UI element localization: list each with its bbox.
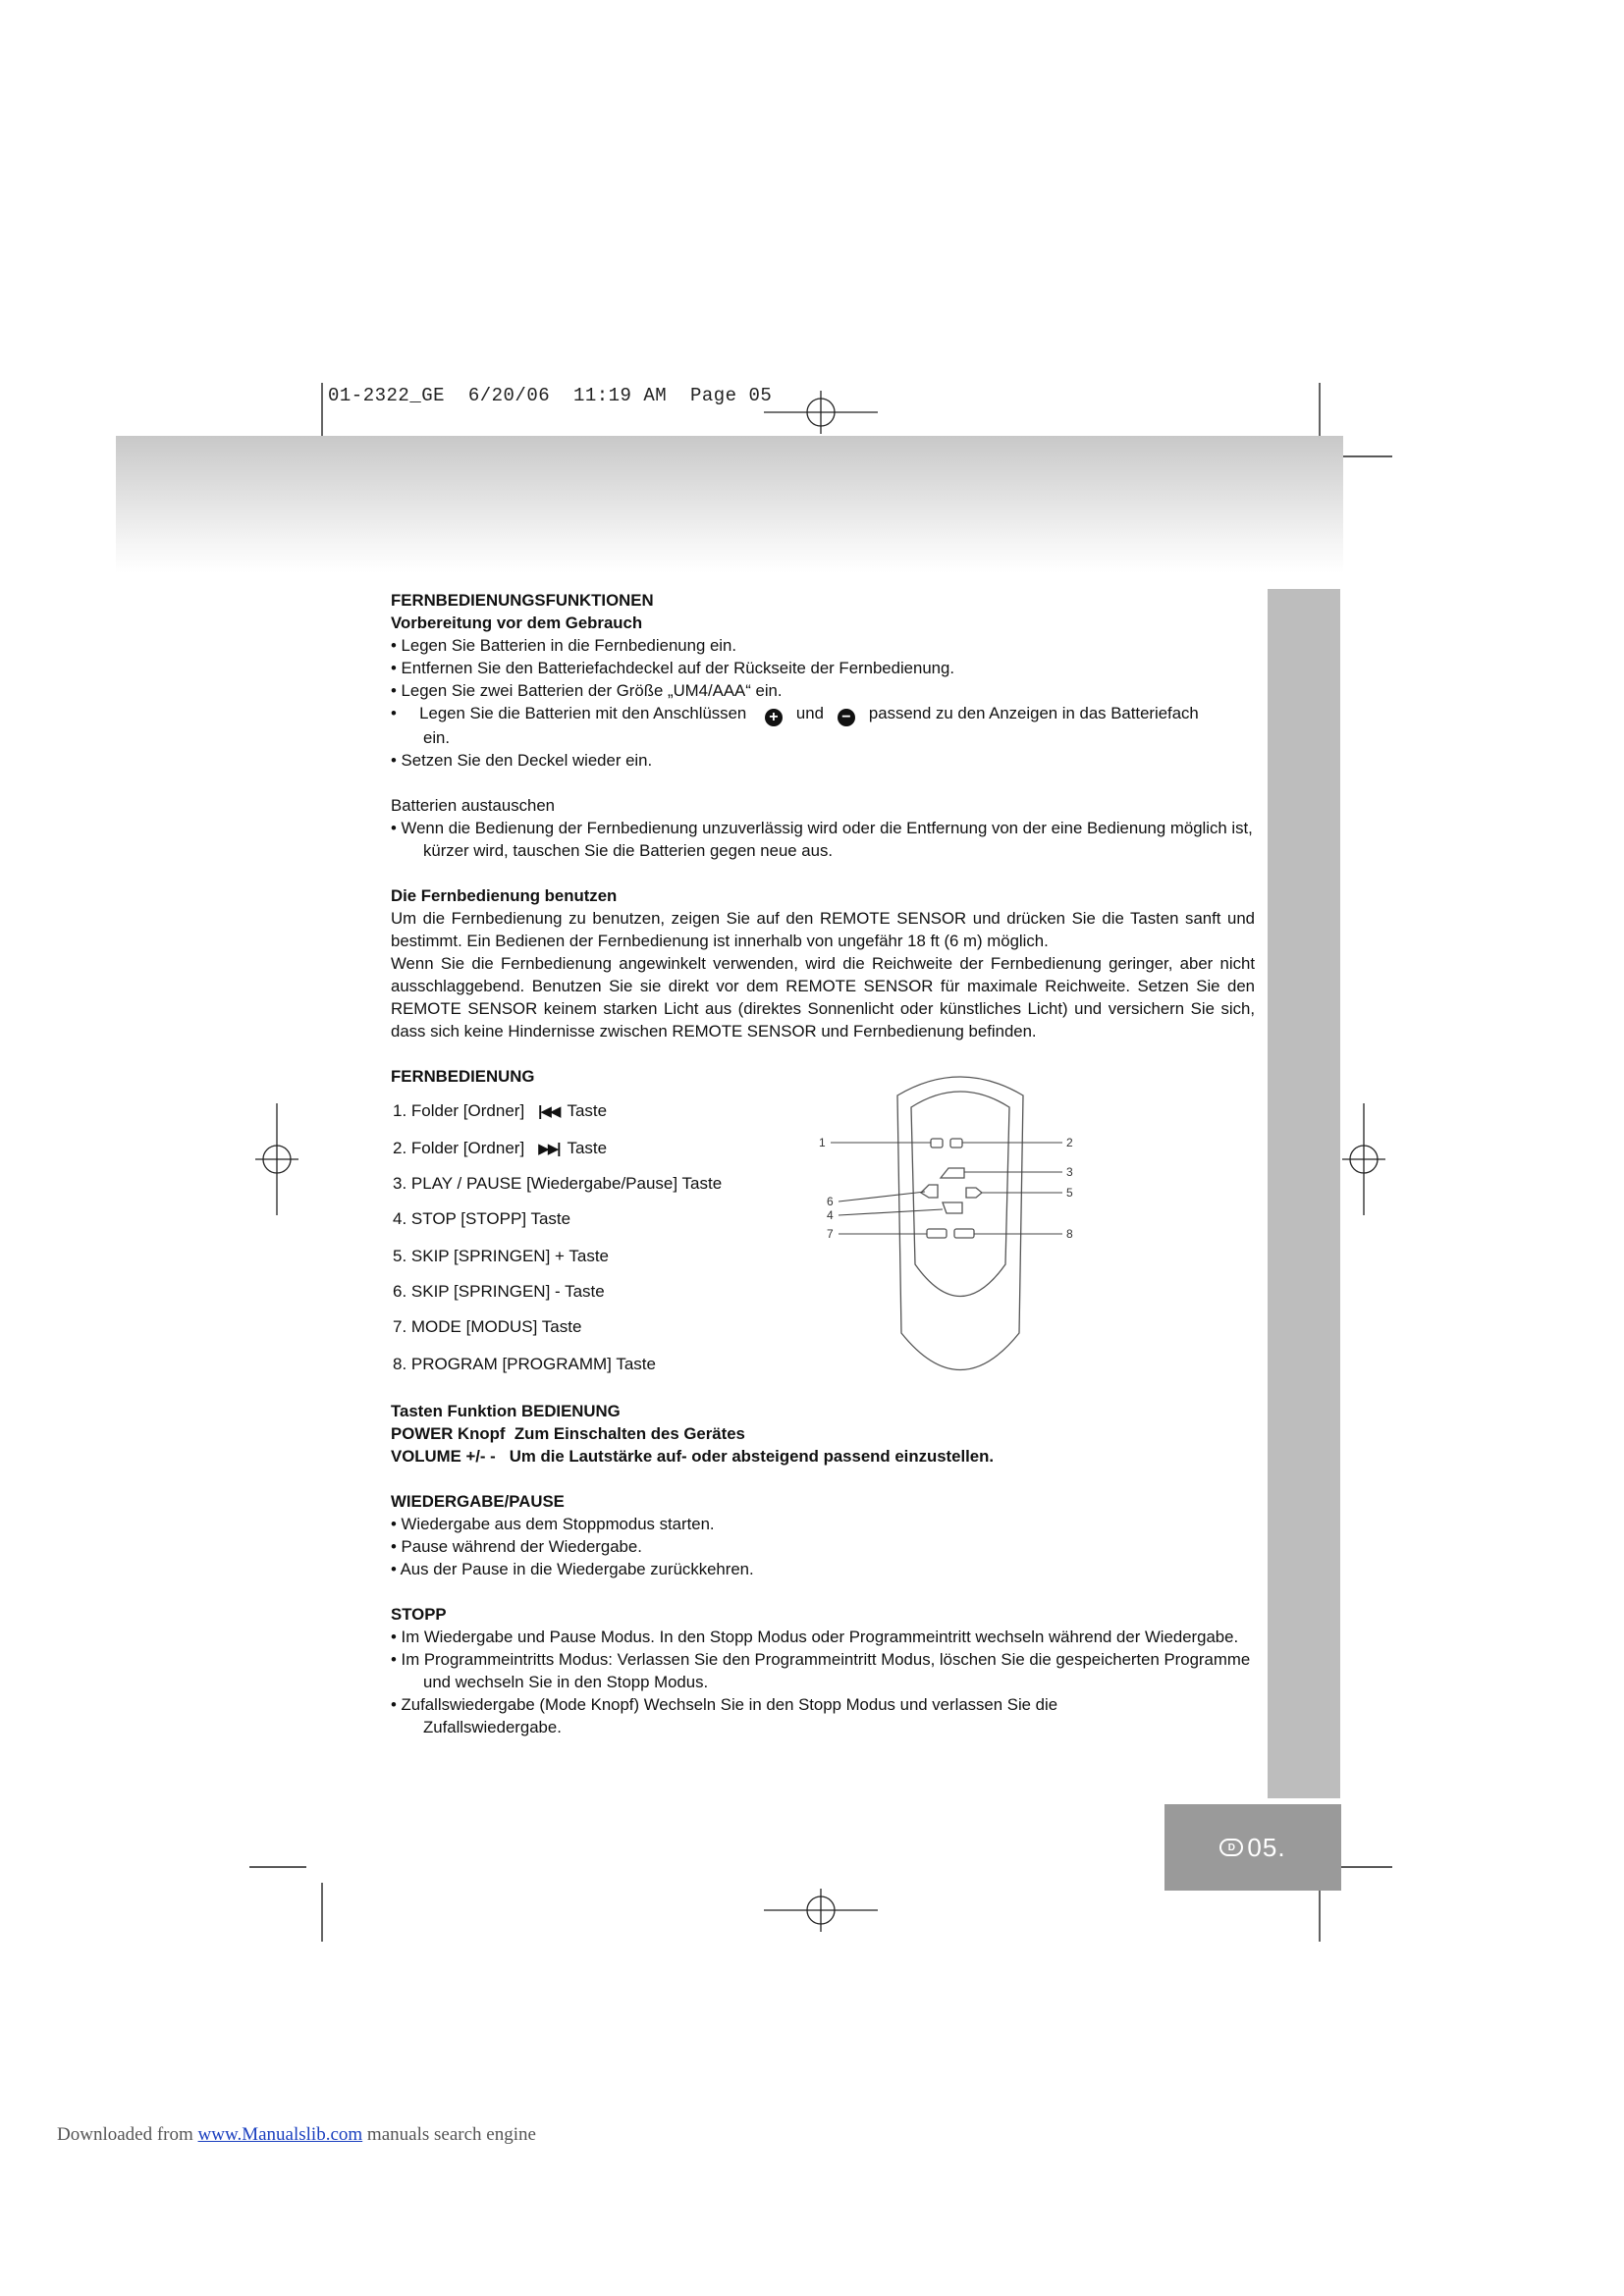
diagram-label-6: 6 <box>827 1195 834 1208</box>
remote-button-4 <box>943 1202 962 1213</box>
remote-item-label: 1. Folder [Ordner] <box>393 1101 525 1120</box>
remote-heading: FERNBEDIENUNG <box>391 1067 535 1086</box>
use-paragraph-2: Wenn Sie die Fernbedienung angewinkelt verwenden, wird die Reichweite der Fernbedienung geringer, aber nicht ausschlaggebend. Benutzen Sie sie direkt vor dem REMOTE SENSOR für maximale Reichweite. Setzen Sie den REMOTE SENSOR keinem starken Licht aus (direktes Sonnenlicht oder künstliches Licht) und versichern Sie sich, dass sich keine Hindernisse zwischen REMOTE SENSOR und Fernbedienung befinden. <box>391 954 1255 1041</box>
stop-bullet-3: • Zufallswiedergabe (Mode Knopf) Wechseln Sie in den Stopp Modus und verlassen Sie die Zufallswiedergabe. <box>391 1695 1058 1736</box>
remote-button-5 <box>966 1188 982 1198</box>
diagram-label-3: 3 <box>1066 1165 1073 1179</box>
remote-item-label: 6. SKIP [SPRINGEN] - Taste <box>393 1282 605 1301</box>
remote-control-diagram <box>819 1068 1098 1402</box>
play-heading: WIEDERGABE/PAUSE <box>391 1492 565 1511</box>
prep-bullet-4-post: passend zu den Anzeigen in das Batteriefach <box>868 704 1199 722</box>
remote-button-8 <box>954 1229 974 1238</box>
minus-terminal-icon: − <box>838 709 855 726</box>
prep-bullet-4-cont: ein. <box>423 728 451 747</box>
previous-folder-icon: |◀◀ <box>538 1103 560 1120</box>
diagram-label-4: 4 <box>827 1208 834 1222</box>
diagram-label-5: 5 <box>1066 1186 1073 1200</box>
page-number-box <box>1164 1804 1341 1891</box>
prep-bullet-3: • Legen Sie zwei Batterien der Größe „UM4/AAA“ ein. <box>391 681 783 700</box>
remote-button-7 <box>927 1229 947 1238</box>
footer-post: manuals search engine <box>366 2124 536 2145</box>
remote-item <box>393 1280 605 1303</box>
section-title: FERNBEDIENUNGSFUNKTIONEN <box>391 591 654 610</box>
stop-heading: STOPP <box>391 1605 447 1624</box>
remote-button-6 <box>921 1185 938 1198</box>
prep-heading: Vorbereitung vor dem Gebrauch <box>391 614 643 632</box>
remote-item-label: 4. STOP [STOPP] Taste <box>393 1209 571 1228</box>
header-band <box>116 436 1343 573</box>
remote-item <box>393 1207 570 1230</box>
plus-terminal-icon: + <box>765 709 783 726</box>
side-bar <box>1268 589 1340 1798</box>
prep-bullet-1: • Legen Sie Batterien in die Fernbedienung ein. <box>391 636 737 655</box>
remote-item-label: 8. PROGRAM [PROGRAMM] Taste <box>393 1355 656 1373</box>
stop-bullet-2: • Im Programmeintritts Modus: Verlassen Sie den Programmeintritt Modus, löschen Sie die gespeicherten Programme und wechseln Sie in den Stopp Modus. <box>391 1650 1251 1691</box>
next-folder-icon: ▶▶| <box>538 1141 560 1157</box>
battery-heading: Batterien austauschen <box>391 796 555 815</box>
remote-item <box>393 1353 656 1375</box>
play-bullet-3: • Aus der Pause in die Wiedergabe zurückkehren. <box>391 1560 754 1578</box>
remote-item-label: 3. PLAY / PAUSE [Wiedergabe/Pause] Taste <box>393 1174 723 1193</box>
play-bullet-1: • Wiedergabe aus dem Stoppmodus starten. <box>391 1515 715 1533</box>
manualslib-link[interactable]: www.Manualslib.com <box>197 2124 363 2145</box>
keys-power: POWER Knopf Zum Einschalten des Gerätes <box>391 1424 745 1443</box>
prep-bullet-4-pre: • Legen Sie die Batterien mit den Anschlüssen <box>391 704 747 722</box>
footer <box>57 2124 536 2146</box>
registration-mark-right <box>1342 1103 1385 1215</box>
language-d-icon: D <box>1219 1839 1243 1856</box>
remote-item <box>393 1245 609 1267</box>
use-heading: Die Fernbedienung benutzen <box>391 886 618 905</box>
diagram-label-8: 8 <box>1066 1227 1073 1241</box>
remote-item <box>393 1315 581 1338</box>
prep-bullet-5: • Setzen Sie den Deckel wieder ein. <box>391 751 653 770</box>
registration-mark-top <box>764 391 878 434</box>
remote-item-suffix: Taste <box>567 1101 608 1120</box>
keys-heading: Tasten Funktion BEDIENUNG <box>391 1402 621 1420</box>
prep-bullet-4 <box>391 702 1255 726</box>
registration-mark-bottom <box>764 1889 878 1932</box>
prep-bullet-2: • Entfernen Sie den Batteriefachdeckel auf der Rückseite der Fernbedienung. <box>391 659 954 677</box>
stop-bullet-1: • Im Wiedergabe und Pause Modus. In den Stopp Modus oder Programmeintritt wechseln während der Wiedergabe. <box>391 1628 1239 1646</box>
remote-item-label: 7. MODE [MODUS] Taste <box>393 1317 582 1336</box>
use-paragraph-1: Um die Fernbedienung zu benutzen, zeigen Sie auf den REMOTE SENSOR und drücken Sie die Tasten sanft und bestimmt. Ein Bedienen der Fernbedienung ist innerhalb von ungefähr 18 ft (6 m) möglich. <box>391 909 1255 950</box>
remote-item <box>393 1172 722 1195</box>
print-slug: 01-2322_GE 6/20/06 11:19 AM Page 05 <box>328 385 773 406</box>
remote-item <box>393 1137 607 1160</box>
prep-bullet-4-mid: und <box>795 704 824 722</box>
remote-item-label: 2. Folder [Ordner] <box>393 1139 525 1157</box>
diagram-label-7: 7 <box>827 1227 834 1241</box>
footer-pre: Downloaded from <box>57 2124 193 2145</box>
remote-button-3 <box>941 1168 964 1178</box>
remote-item-label: 5. SKIP [SPRINGEN] + Taste <box>393 1247 609 1265</box>
keys-volume: VOLUME +/- - Um die Lautstärke auf- oder absteigend passend einzustellen. <box>391 1447 995 1466</box>
remote-item <box>393 1099 607 1123</box>
diagram-label-1: 1 <box>819 1136 826 1149</box>
remote-button-1 <box>931 1139 943 1148</box>
remote-body-outline <box>897 1077 1023 1370</box>
play-bullet-2: • Pause während der Wiedergabe. <box>391 1537 642 1556</box>
battery-bullet-1: • Wenn die Bedienung der Fernbedienung unzuverlässig wird oder die Entfernung von der eine Bedienung möglich ist, kürzer wird, tauschen Sie die Batterien gegen neue aus. <box>391 819 1253 860</box>
remote-item-suffix: Taste <box>567 1139 608 1157</box>
remote-button-2 <box>950 1139 962 1148</box>
diagram-label-2: 2 <box>1066 1136 1073 1149</box>
remote-inner-outline <box>911 1092 1009 1297</box>
registration-mark-left <box>255 1103 298 1215</box>
page-number: 05. <box>1247 1832 1286 1862</box>
